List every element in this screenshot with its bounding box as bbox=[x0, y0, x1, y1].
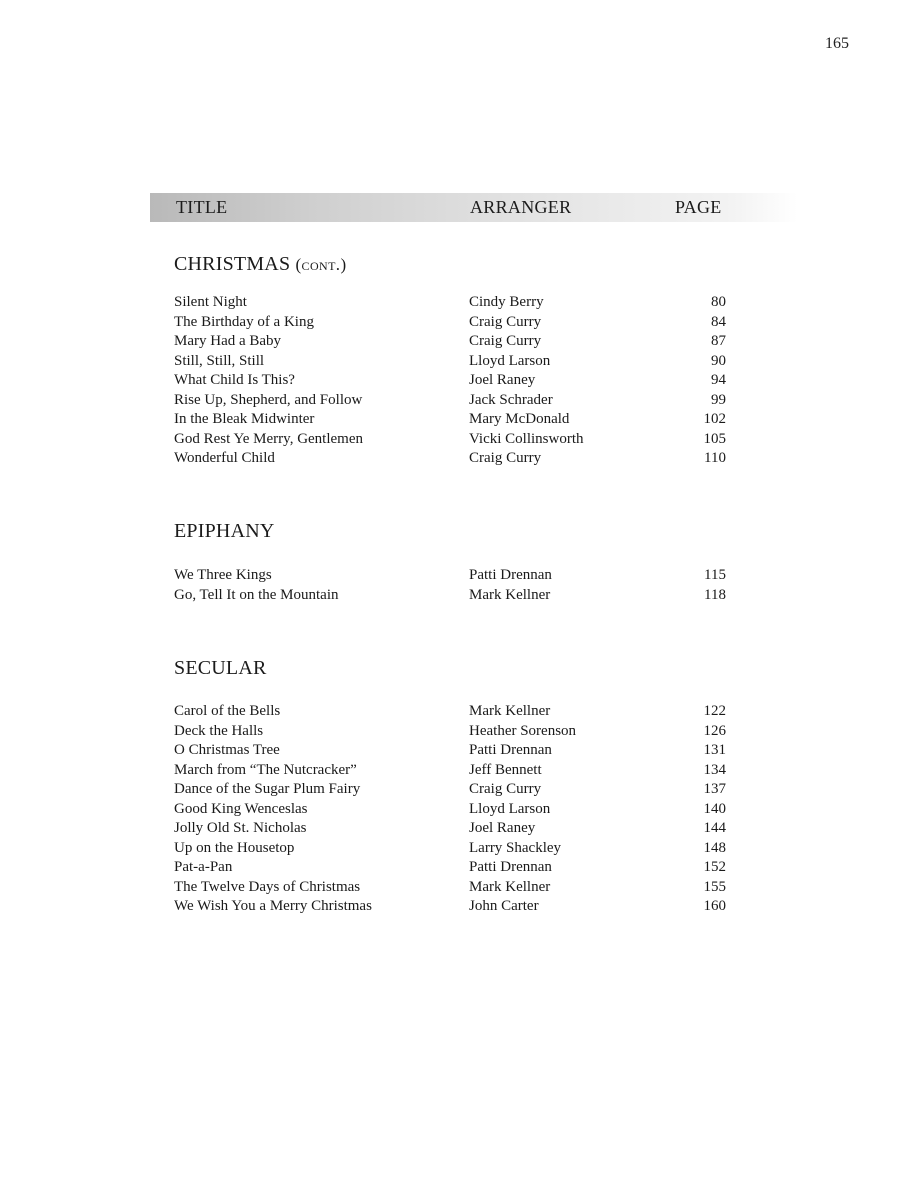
column-header-page: PAGE bbox=[675, 197, 722, 217]
song-arranger: Jeff Bennett bbox=[469, 761, 542, 778]
song-page: 131 bbox=[703, 742, 726, 758]
song-page: 137 bbox=[703, 781, 726, 797]
list-item[interactable] bbox=[174, 780, 726, 800]
list-item[interactable] bbox=[174, 800, 726, 820]
song-page: 148 bbox=[703, 839, 726, 856]
song-arranger: Lloyd Larson bbox=[469, 800, 551, 817]
song-arranger: Mark Kellner bbox=[469, 703, 551, 719]
song-title: Still, Still, Still bbox=[174, 352, 265, 369]
list-item[interactable] bbox=[174, 741, 726, 761]
song-page: 122 bbox=[703, 703, 726, 719]
song-page: 134 bbox=[703, 761, 726, 778]
list-item[interactable] bbox=[174, 819, 726, 839]
song-title: In the Bleak Midwinter bbox=[174, 411, 315, 427]
song-arranger: Cindy Berry bbox=[469, 294, 544, 310]
list-item[interactable] bbox=[174, 722, 726, 742]
song-page: 99 bbox=[711, 391, 726, 408]
song-title: Rise Up, Shepherd, and Follow bbox=[174, 391, 363, 408]
christmas-song-list bbox=[174, 293, 726, 469]
song-page: 110 bbox=[704, 450, 726, 466]
song-title: O Christmas Tree bbox=[174, 742, 280, 758]
song-arranger: Heather Sorenson bbox=[469, 722, 577, 739]
song-title: The Birthday of a King bbox=[174, 313, 314, 330]
song-page: 94 bbox=[711, 372, 726, 388]
section-heading-text: EPIPHANY bbox=[174, 520, 275, 542]
song-title: Go, Tell It on the Mountain bbox=[174, 586, 339, 603]
song-title: God Rest Ye Merry, Gentlemen bbox=[174, 430, 364, 447]
song-title: The Twelve Days of Christmas bbox=[174, 878, 361, 895]
song-arranger: Lloyd Larson bbox=[469, 352, 551, 369]
song-arranger: Mary McDonald bbox=[469, 411, 570, 427]
song-page: 115 bbox=[704, 567, 726, 583]
song-title: Up on the Housetop bbox=[174, 839, 295, 856]
column-header-bar bbox=[150, 193, 798, 222]
song-title: Jolly Old St. Nicholas bbox=[174, 820, 307, 836]
song-title: What Child Is This? bbox=[174, 372, 295, 388]
song-arranger: Craig Curry bbox=[469, 781, 542, 797]
list-item[interactable] bbox=[174, 761, 726, 781]
song-arranger: Patti Drennan bbox=[469, 567, 552, 583]
song-title: Pat-a-Pan bbox=[174, 859, 233, 875]
song-title: March from “The Nutcracker” bbox=[174, 761, 357, 778]
list-item[interactable] bbox=[174, 313, 726, 333]
song-page: 118 bbox=[704, 586, 726, 603]
song-page: 126 bbox=[703, 722, 726, 739]
song-title: We Three Kings bbox=[174, 567, 272, 583]
song-title: Dance of the Sugar Plum Fairy bbox=[174, 781, 361, 797]
song-title: Wonderful Child bbox=[174, 450, 275, 466]
list-item[interactable] bbox=[174, 586, 726, 606]
epiphany-song-list bbox=[174, 566, 726, 605]
song-title: We Wish You a Merry Christmas bbox=[174, 898, 372, 914]
song-arranger: Craig Curry bbox=[469, 450, 542, 466]
list-item[interactable] bbox=[174, 352, 726, 372]
song-arranger: Mark Kellner bbox=[469, 586, 551, 603]
list-item[interactable] bbox=[174, 449, 726, 469]
page-number: 165 bbox=[825, 35, 849, 52]
list-item[interactable] bbox=[174, 839, 726, 859]
song-page: 152 bbox=[703, 859, 726, 875]
section-heading-text: CHRISTMAS bbox=[174, 253, 291, 275]
song-arranger: John Carter bbox=[469, 898, 539, 914]
song-arranger: Patti Drennan bbox=[469, 742, 552, 758]
list-item[interactable] bbox=[174, 410, 726, 430]
list-item[interactable] bbox=[174, 332, 726, 352]
song-title: Good King Wenceslas bbox=[174, 800, 308, 817]
song-title: Silent Night bbox=[174, 294, 247, 310]
list-item[interactable] bbox=[174, 702, 726, 722]
list-item[interactable] bbox=[174, 430, 726, 450]
song-arranger: Joel Raney bbox=[469, 372, 536, 388]
section-heading-suffix: (cont.) bbox=[295, 255, 347, 274]
song-page: 87 bbox=[711, 333, 726, 349]
section-heading-secular bbox=[174, 657, 267, 680]
list-item[interactable] bbox=[174, 371, 726, 391]
song-title: Mary Had a Baby bbox=[174, 333, 282, 349]
song-page: 105 bbox=[703, 430, 726, 447]
column-header-arranger: ARRANGER bbox=[470, 197, 572, 217]
song-page: 80 bbox=[711, 294, 726, 310]
song-page: 102 bbox=[703, 411, 726, 427]
list-item[interactable] bbox=[174, 858, 726, 878]
section-heading-text: SECULAR bbox=[174, 657, 267, 679]
list-item[interactable] bbox=[174, 293, 726, 313]
song-arranger: Patti Drennan bbox=[469, 859, 552, 875]
list-item[interactable] bbox=[174, 878, 726, 898]
song-page: 160 bbox=[703, 898, 726, 914]
section-heading-christmas bbox=[174, 253, 347, 276]
song-arranger: Vicki Collinsworth bbox=[469, 430, 584, 447]
list-item[interactable] bbox=[174, 897, 726, 917]
song-page: 140 bbox=[703, 800, 726, 817]
song-arranger: Craig Curry bbox=[469, 313, 542, 330]
song-arranger: Craig Curry bbox=[469, 333, 542, 349]
song-arranger: Joel Raney bbox=[469, 820, 536, 836]
column-header-title: TITLE bbox=[176, 197, 228, 217]
song-arranger: Larry Shackley bbox=[469, 839, 562, 856]
song-arranger: Mark Kellner bbox=[469, 878, 551, 895]
song-page: 155 bbox=[703, 878, 726, 895]
song-arranger: Jack Schrader bbox=[469, 391, 553, 408]
song-title: Carol of the Bells bbox=[174, 703, 281, 719]
song-page: 144 bbox=[703, 820, 726, 836]
secular-song-list bbox=[174, 702, 726, 917]
song-page: 84 bbox=[711, 313, 726, 330]
list-item[interactable] bbox=[174, 391, 726, 411]
song-page: 90 bbox=[711, 352, 726, 369]
song-title: Deck the Halls bbox=[174, 722, 264, 739]
list-item[interactable] bbox=[174, 566, 726, 586]
section-heading-epiphany bbox=[174, 520, 275, 543]
